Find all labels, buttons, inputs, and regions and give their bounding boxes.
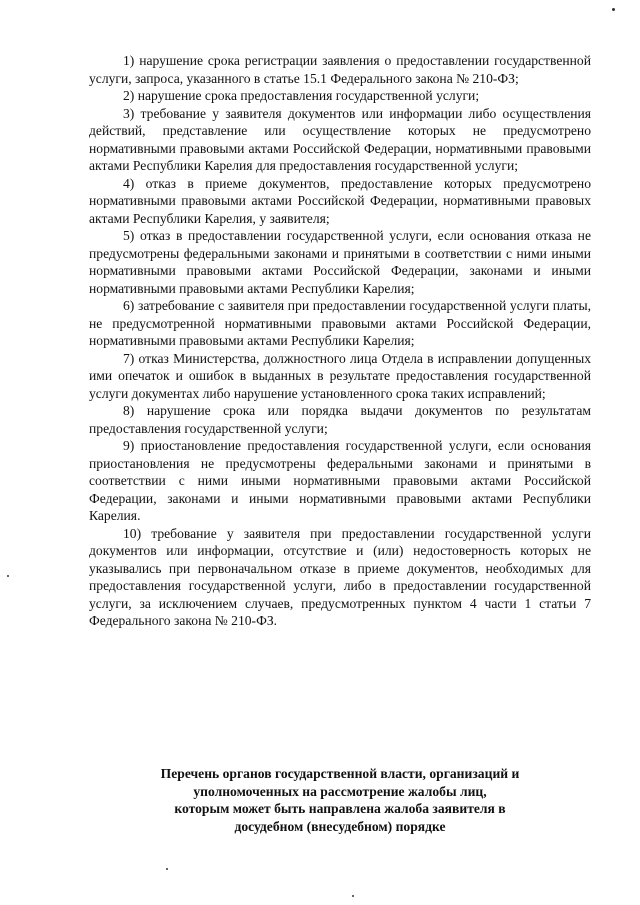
heading-line-4: досудебном (внесудебном) порядке: [234, 818, 446, 834]
list-item-4: 4) отказ в приеме документов, предоставление которых предусмотрено нормативными правовыми актами Российской Федерации, нормативными правовых актами Республики Карелия, у заявителя;: [89, 175, 591, 226]
section-heading: [89, 765, 591, 835]
list-item-8: 8) нарушение срока или порядка выдачи документов по результатам предоставления государственной услуги;: [89, 403, 591, 436]
list-item-9: 9) приостановление предоставления государственной услуги, если основания приостановления не предусмотрены федеральными законами и принятыми в соответствии с ними иными нормативными правовыми актами Российской Федерации, законами и иными нормативными правовыми актами Республики Карелия.: [89, 438, 591, 523]
list-item-7: 7) отказ Министерства, должностного лица Отдела в исправлении допущенных ими опечаток и ошибок в выданных в результате предоставления государственной услуги документах либо нарушение установленного срока таких исправлений;: [89, 350, 591, 401]
scan-speck: [352, 895, 354, 897]
list-item-6: 6) затребование с заявителя при предоставлении государственной услуги платы, не предусмотренной нормативными правовыми актами Российской Федерации, нормативными правовыми актами Республики Карелия;: [89, 298, 591, 348]
list-item-10: 10) требование у заявителя при предоставлении государственной услуги документов или информации, отсутствие и (или) недостоверность которых не указывались при первоначальном отказе в приеме документов, необходимых для предоставления государственной услуги, либо в предоставлении государственной услуги, за исключением случаев, предусмотренных пунктом 4 части 1 статьи 7 Федерального закона № 210-ФЗ.: [89, 525, 591, 628]
list-item-1: 1) нарушение срока регистрации заявления о предоставлении государственной услуги, запроса, указанного в статье 15.1 Федерального закона № 210-ФЗ;: [89, 53, 591, 86]
scan-speck: [7, 575, 9, 577]
list-item-2: 2) нарушение срока предоставления государственной услуги;: [123, 88, 480, 103]
list-item-3: 3) требование у заявителя документов или информации либо осуществления действий, представление или осуществление которых не предусмотрено нормативными правовыми актами Российской Федерации, нормативными правовыми актами Республики Карелия для предоставления государственной услуги;: [89, 105, 591, 173]
document-body: [89, 52, 591, 630]
scan-speck: [166, 868, 168, 870]
list-item-5: 5) отказ в предоставлении государственной услуги, если основания отказа не предусмотрены федеральными законами и принятыми в соответствии с ними иными нормативными правовыми актами Российской Федерации, законами и иными нормативными правовыми актами Республики Карелия;: [89, 228, 591, 296]
heading-line-1: Перечень органов государственной власти, организаций и: [160, 766, 520, 781]
heading-line-3: которым может быть направлена жалоба заявителя в: [174, 801, 506, 816]
scan-speck: [612, 8, 615, 11]
heading-line-2: уполномоченных на рассмотрение жалобы лиц,: [193, 783, 487, 799]
